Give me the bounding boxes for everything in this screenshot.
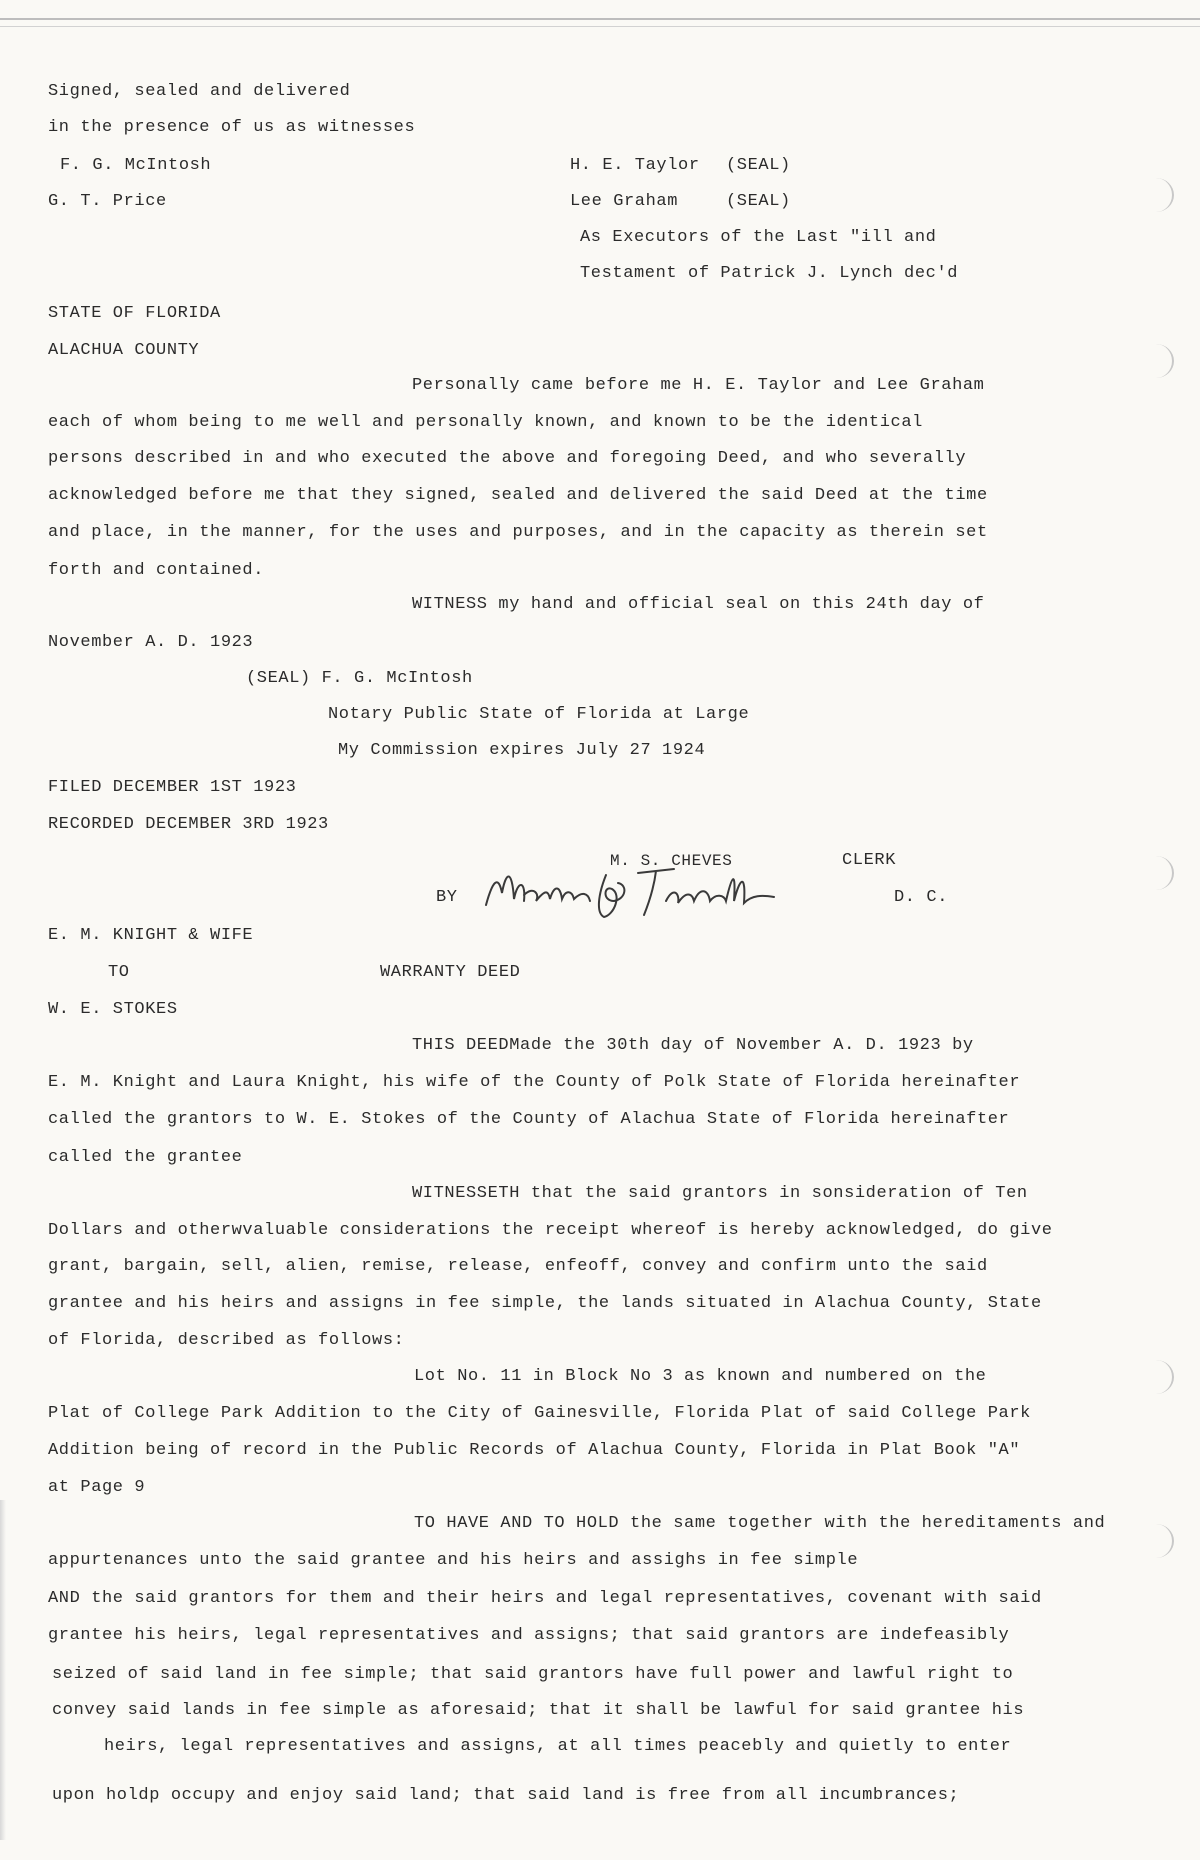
signer-name: H. E. Taylor	[570, 156, 700, 175]
deputy-clerk-title: D. C.	[894, 888, 949, 907]
state-heading: STATE OF FLORIDA	[48, 304, 221, 323]
top-border-line	[0, 18, 1200, 20]
seal-label: (SEAL)	[726, 192, 791, 211]
witness-name: G. T. Price	[48, 192, 167, 211]
witness-hand-line: WITNESS my hand and official seal on this 24th day of	[412, 595, 985, 614]
punch-hole-icon	[1138, 1360, 1174, 1394]
acknowledgment-line: acknowledged before me that they signed, sealed and delivered the said Deed at the time	[48, 486, 988, 505]
witness-intro-line-2: in the presence of us as witnesses	[48, 118, 416, 137]
signature-text: Mattie B Terrell	[478, 855, 488, 856]
acknowledgment-line: each of whom being to me well and personally known, and known to be the identical	[48, 413, 923, 432]
recorded-date: RECORDED DECEMBER 3RD 1923	[48, 815, 329, 834]
clerk-title: CLERK	[842, 851, 897, 870]
by-label: BY	[436, 888, 458, 907]
deed-line: Plat of College Park Addition to the City of Gainesville, Florida Plat of said College Park	[48, 1404, 1031, 1423]
deed-line: WITNESSETH that the said grantors in sonsideration of Ten	[412, 1184, 1028, 1203]
to-label: TO	[108, 963, 130, 982]
notary-title: Notary Public State of Florida at Large	[328, 705, 750, 724]
notary-commission: My Commission expires July 27 1924	[338, 741, 706, 760]
deed-line: convey said lands in fee simple as aforesaid; that it shall be lawful for said grantee his	[52, 1701, 1025, 1720]
deed-line: seized of said land in fee simple; that said grantors have full power and lawful right to	[52, 1665, 1014, 1684]
punch-hole-icon	[1138, 1524, 1174, 1558]
witness-intro-line-1: Signed, sealed and delivered	[48, 82, 351, 101]
deed-line: E. M. Knight and Laura Knight, his wife of the County of Polk State of Florida hereinafter	[48, 1073, 1021, 1092]
deed-line: grantee his heirs, legal representatives and assigns; that said grantors are indefeasibly	[48, 1626, 1010, 1645]
deed-type-heading: WARRANTY DEED	[380, 963, 521, 982]
punch-hole-icon	[1138, 856, 1174, 890]
deed-line: Lot No. 11 in Block No 3 as known and numbered on the	[414, 1367, 987, 1386]
acknowledgment-date: November A. D. 1923	[48, 633, 254, 652]
acknowledgment-line: persons described in and who executed the above and foregoing Deed, and who severally	[48, 449, 967, 468]
page-edge-shadow	[0, 1500, 6, 1840]
grantor-heading: E. M. KNIGHT & WIFE	[48, 926, 254, 945]
signer-name: Lee Graham	[570, 192, 679, 211]
county-heading: ALACHUA COUNTY	[48, 341, 200, 360]
filed-date: FILED DECEMBER 1ST 1923	[48, 778, 297, 797]
deed-line: grant, bargain, sell, alien, remise, release, enfeoff, convey and confirm unto the said	[48, 1257, 988, 1276]
punch-hole-icon	[1138, 344, 1174, 378]
notary-name: (SEAL) F. G. McIntosh	[246, 669, 473, 688]
deed-line: upon holdp occupy and enjoy said land; that said land is free from all incumbrances;	[52, 1786, 960, 1805]
acknowledgment-line: Personally came before me H. E. Taylor and Lee Graham	[412, 376, 985, 395]
grantee-heading: W. E. STOKES	[48, 1000, 178, 1019]
witness-name: F. G. McIntosh	[60, 156, 212, 175]
deed-line: AND the said grantors for them and their heirs and legal representatives, covenant with said	[48, 1589, 1042, 1608]
deed-line: THIS DEEDMade the 30th day of November A. D. 1923 by	[412, 1036, 974, 1055]
deed-line: appurtenances unto the said grantee and his heirs and assighs in fee simple	[48, 1551, 859, 1570]
deed-line: called the grantee	[48, 1148, 243, 1167]
deed-line: heirs, legal representatives and assigns, at all times peacebly and quietly to enter	[104, 1737, 1012, 1756]
deed-line: grantee and his heirs and assigns in fee simple, the lands situated in Alachua County, State	[48, 1294, 1042, 1313]
acknowledgment-line: forth and contained.	[48, 561, 265, 580]
deed-line: Dollars and otherwvaluable considerations the receipt whereof is hereby acknowledged, do give	[48, 1221, 1053, 1240]
deed-line: of Florida, described as follows:	[48, 1331, 405, 1350]
deed-line: Addition being of record in the Public Records of Alachua County, Florida in Plat Book "A"	[48, 1441, 1021, 1460]
deed-line: called the grantors to W. E. Stokes of the County of Alachua State of Florida hereinafter	[48, 1110, 1010, 1129]
punch-hole-icon	[1138, 178, 1174, 212]
top-border-line-secondary	[0, 26, 1200, 27]
clerk-name: M. S. CHEVES	[610, 852, 733, 870]
deed-line: TO HAVE AND TO HOLD the same together with the hereditaments and	[414, 1514, 1106, 1533]
seal-label: (SEAL)	[726, 156, 791, 175]
clerk-signature	[478, 855, 808, 925]
executors-line-1: As Executors of the Last "ill and	[580, 228, 937, 247]
deed-line: at Page 9	[48, 1478, 146, 1497]
acknowledgment-line: and place, in the manner, for the uses and purposes, and in the capacity as therein set	[48, 523, 988, 542]
executors-line-2: Testament of Patrick J. Lynch dec'd	[580, 264, 959, 283]
